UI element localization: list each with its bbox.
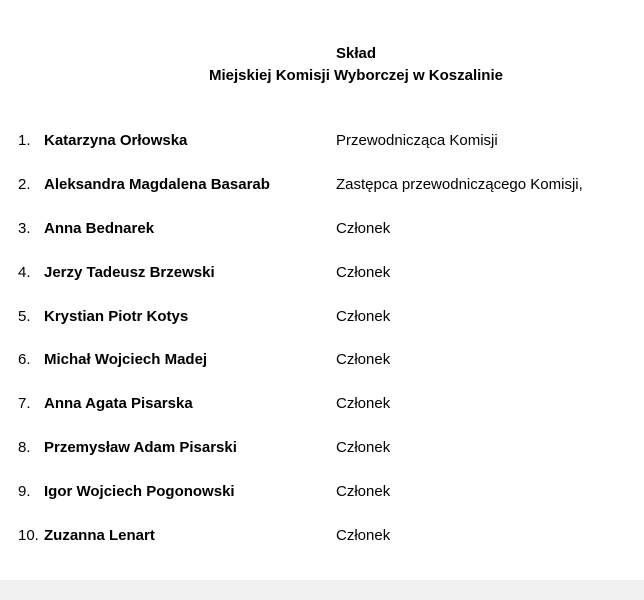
member-name: Krystian Piotr Kotys xyxy=(44,308,189,325)
member-name: Katarzyna Orłowska xyxy=(44,132,188,149)
member-name: Przemysław Adam Pisarski xyxy=(44,439,237,456)
member-number: 7. xyxy=(18,395,31,412)
member-row xyxy=(0,130,644,152)
member-number: 4. xyxy=(18,264,31,281)
member-row xyxy=(0,349,644,371)
member-role: Członek xyxy=(336,308,391,325)
document-title: Skład xyxy=(335,45,377,62)
member-number: 6. xyxy=(18,351,31,368)
member-role: Członek xyxy=(336,220,391,237)
member-name: Zuzanna Lenart xyxy=(44,527,155,544)
member-number: 1. xyxy=(18,132,31,149)
member-number: 5. xyxy=(18,308,31,325)
member-row xyxy=(0,174,644,196)
member-row xyxy=(0,218,644,240)
member-number: 9. xyxy=(18,483,31,500)
member-name: Jerzy Tadeusz Brzewski xyxy=(44,264,215,281)
member-name: Anna Bednarek xyxy=(44,220,155,237)
member-role: Przewodnicząca Komisji xyxy=(336,132,498,149)
member-role: Członek xyxy=(336,483,391,500)
member-name: Aleksandra Magdalena Basarab xyxy=(44,176,270,193)
member-row xyxy=(0,393,644,415)
member-row xyxy=(0,437,644,459)
member-number: 8. xyxy=(18,439,31,456)
member-row xyxy=(0,306,644,328)
member-role: Członek xyxy=(336,527,391,544)
document-subtitle: Miejskiej Komisji Wyborczej w Koszalinie xyxy=(209,67,503,84)
member-role: Członek xyxy=(336,395,391,412)
member-row xyxy=(0,481,644,503)
member-number: 2. xyxy=(18,176,31,193)
member-name: Igor Wojciech Pogonowski xyxy=(44,483,235,500)
member-number: 3. xyxy=(18,220,31,237)
member-role: Zastępca przewodniczącego Komisji, xyxy=(336,176,583,193)
member-row xyxy=(0,525,644,547)
member-role: Członek xyxy=(336,351,391,368)
member-number: 10. xyxy=(18,527,39,544)
member-name: Anna Agata Pisarska xyxy=(44,395,193,412)
member-role: Członek xyxy=(336,439,391,456)
member-role: Członek xyxy=(336,264,391,281)
member-name: Michał Wojciech Madej xyxy=(44,351,208,368)
member-row xyxy=(0,262,644,284)
